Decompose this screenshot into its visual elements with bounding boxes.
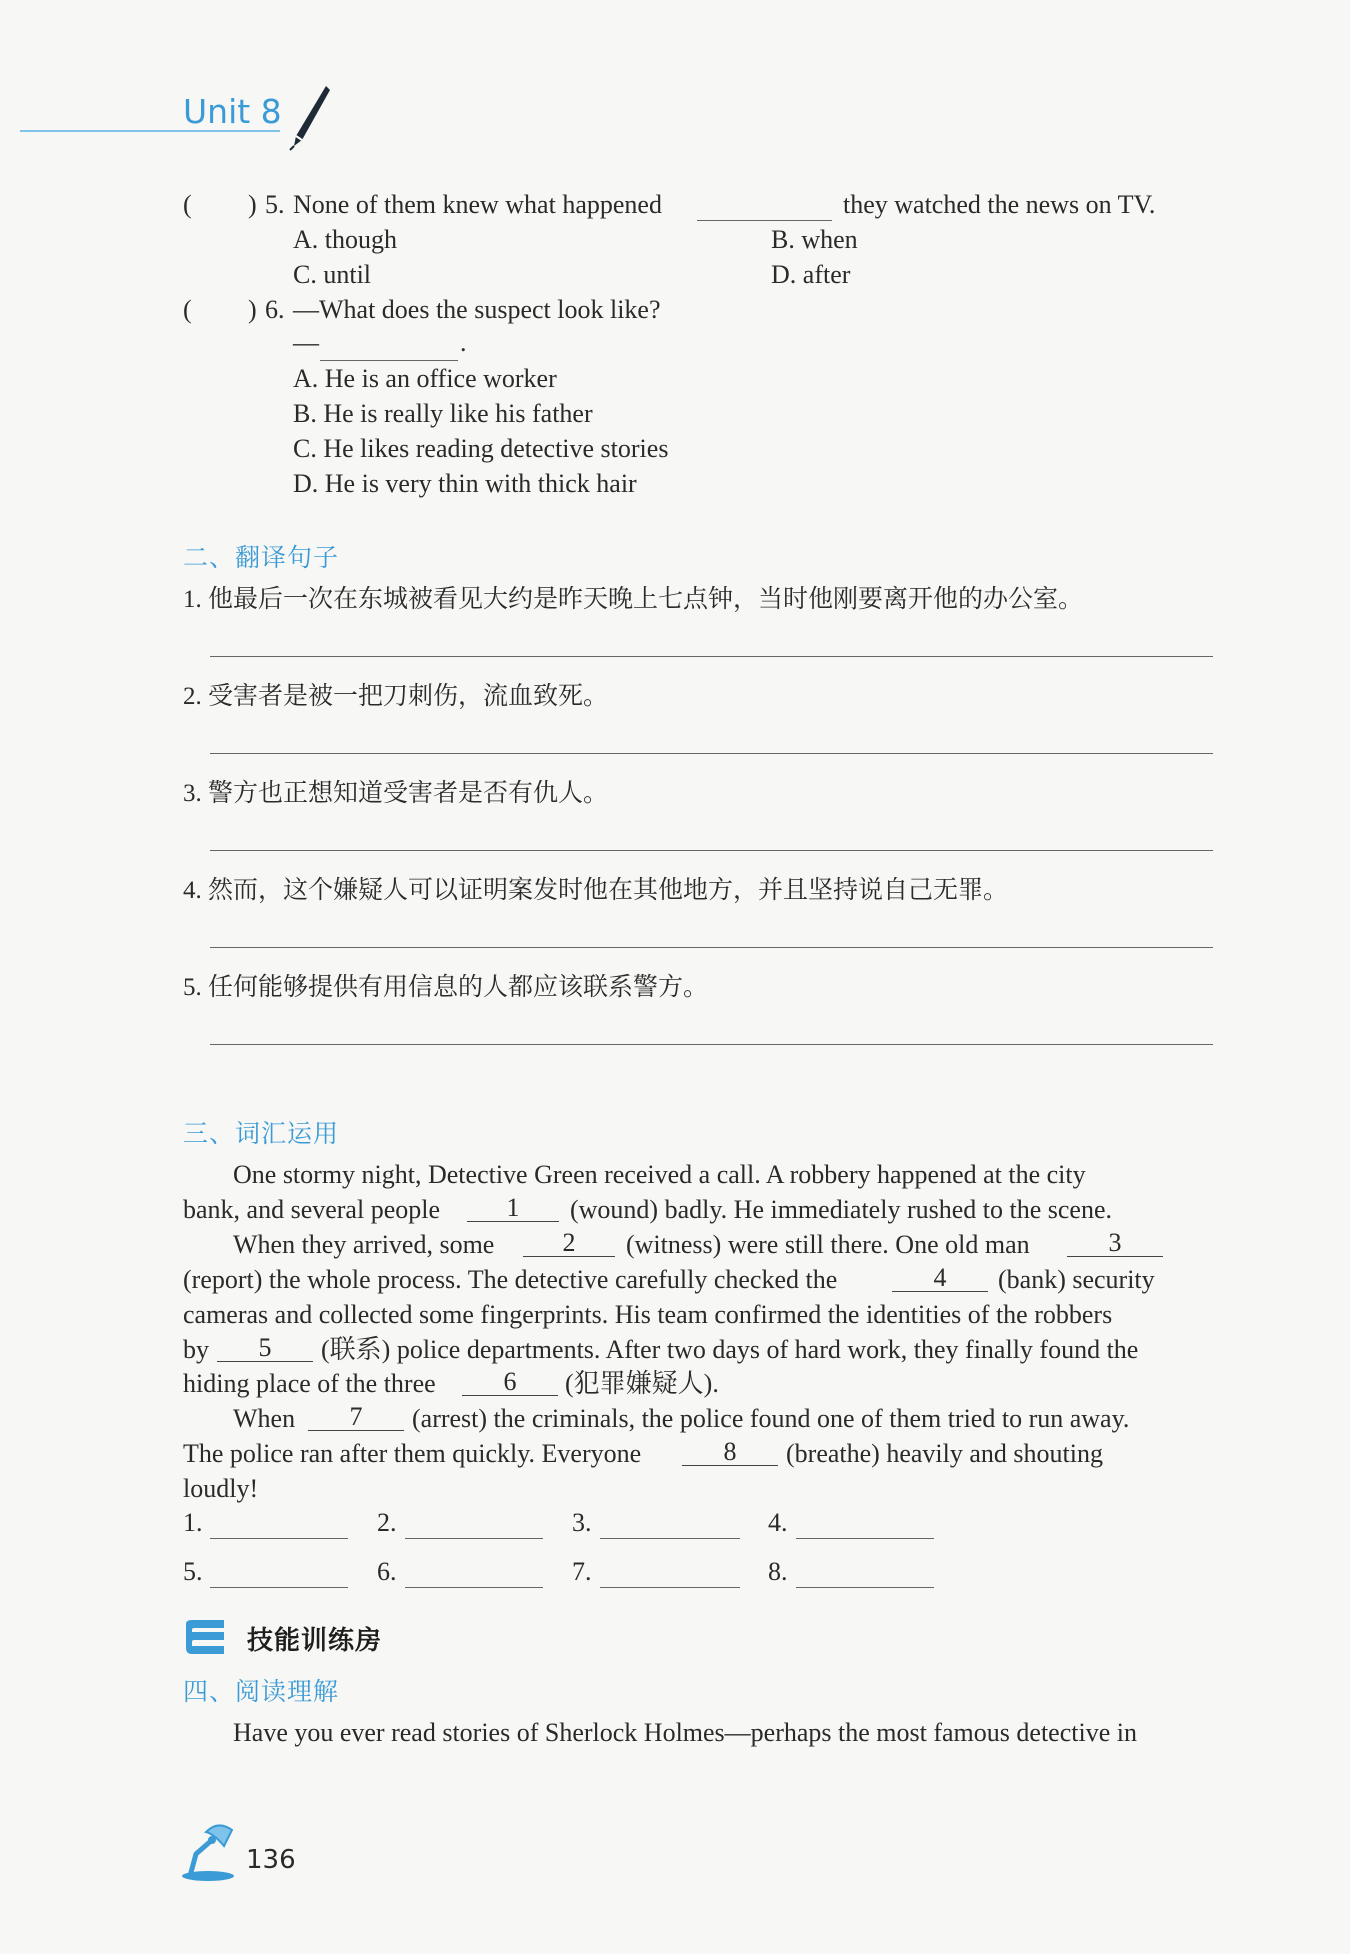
q6-paren-close: ) — [248, 295, 257, 324]
vocab-line-3b: (witness) were still there. One old man — [626, 1230, 1030, 1259]
translate-answer-line-1[interactable] — [210, 656, 1213, 657]
q5-option-a[interactable]: A. though — [293, 225, 397, 254]
q6-option-b[interactable]: B. He is really like his father — [293, 399, 593, 428]
vocab-line-9b: (breathe) heavily and shouting — [786, 1439, 1103, 1468]
pen-icon — [286, 82, 334, 152]
vocab-answer-line-2[interactable] — [405, 1538, 543, 1539]
vocab-line-1: One stormy night, Detective Green received a call. A robbery happened at the city — [233, 1160, 1086, 1189]
vocab-answer-line-4[interactable] — [796, 1538, 934, 1539]
translate-item-2: 2. 受害者是被一把刀刺伤，流血致死。 — [183, 683, 609, 710]
vocab-line-7a: hiding place of the three — [183, 1369, 436, 1398]
translate-item-4: 4. 然而，这个嫌疑人可以证明案发时他在其他地方，并且坚持说自己无罪。 — [183, 877, 1009, 904]
vocab-blank-6[interactable]: 6 — [462, 1369, 558, 1396]
vocab-answer-label-7: 7. — [572, 1557, 592, 1586]
q5-paren-close: ) — [248, 190, 257, 219]
vocab-answer-line-5[interactable] — [210, 1587, 348, 1588]
vocab-line-6a: by — [183, 1335, 209, 1364]
vocab-line-4b: (bank) security — [998, 1265, 1155, 1294]
reading-first-line: Have you ever read stories of Sherlock Holmes—perhaps the most famous detective in — [233, 1718, 1137, 1747]
q5-stem-before: None of them knew what happened — [293, 190, 662, 219]
vocab-answer-label-5: 5. — [183, 1557, 203, 1586]
q6-response-dash: — — [293, 328, 319, 357]
q6-number: 6. — [265, 295, 285, 324]
translate-item-3: 3. 警方也正想知道受害者是否有仇人。 — [183, 780, 609, 807]
section-vocab-title: 三、词汇运用 — [183, 1119, 340, 1148]
unit-title: Unit 8 — [183, 92, 282, 131]
q5-blank[interactable] — [697, 220, 832, 221]
vocab-line-6b: (联系) police departments. After two days of hard work, they finally found the — [321, 1335, 1139, 1364]
vocab-blank-7[interactable]: 7 — [308, 1404, 404, 1431]
q6-option-d[interactable]: D. He is very thin with thick hair — [293, 469, 637, 498]
translate-answer-line-5[interactable] — [210, 1044, 1213, 1045]
section-translate-title: 二、翻译句子 — [183, 543, 340, 572]
vocab-answer-line-8[interactable] — [796, 1587, 934, 1588]
vocab-blank-3[interactable]: 3 — [1067, 1230, 1163, 1257]
translate-answer-line-3[interactable] — [210, 850, 1213, 851]
skills-badge-icon — [182, 1618, 228, 1658]
q6-blank[interactable] — [320, 360, 458, 361]
vocab-answer-line-7[interactable] — [600, 1587, 740, 1588]
vocab-blank-1[interactable]: 1 — [467, 1195, 559, 1222]
translate-item-5: 5. 任何能够提供有用信息的人都应该联系警方。 — [183, 974, 709, 1001]
vocab-line-2b: (wound) badly. He immediately rushed to the scene. — [570, 1195, 1112, 1224]
vocab-answer-label-2: 2. — [377, 1508, 397, 1537]
vocab-blank-8[interactable]: 8 — [682, 1439, 778, 1466]
vocab-answer-line-3[interactable] — [600, 1538, 740, 1539]
vocab-answer-label-6: 6. — [377, 1557, 397, 1586]
q5-option-b[interactable]: B. when — [771, 225, 858, 254]
q6-option-a[interactable]: A. He is an office worker — [293, 364, 557, 393]
vocab-answer-line-1[interactable] — [210, 1538, 348, 1539]
q5-number: 5. — [265, 190, 285, 219]
vocab-blank-5[interactable]: 5 — [217, 1335, 313, 1362]
vocab-blank-2[interactable]: 2 — [523, 1230, 615, 1257]
page-number: 136 — [246, 1845, 296, 1875]
vocab-line-9a: The police ran after them quickly. Everyone — [183, 1439, 642, 1468]
vocab-line-7b: (犯罪嫌疑人). — [565, 1369, 719, 1398]
q6-response-end: . — [460, 328, 467, 357]
lamp-icon — [178, 1820, 238, 1882]
vocab-blank-4[interactable]: 4 — [892, 1265, 988, 1292]
vocab-line-3a: When they arrived, some — [233, 1230, 495, 1259]
vocab-answer-label-3: 3. — [572, 1508, 592, 1537]
vocab-line-8a: When — [233, 1404, 296, 1433]
section-reading-title: 四、阅读理解 — [183, 1677, 340, 1706]
q6-stem: —What does the suspect look like? — [293, 295, 661, 324]
vocab-line-2a: bank, and several people — [183, 1195, 441, 1224]
q5-option-c[interactable]: C. until — [293, 260, 372, 289]
translate-answer-line-2[interactable] — [210, 753, 1213, 754]
q5-option-d[interactable]: D. after — [771, 260, 851, 289]
vocab-answer-line-6[interactable] — [405, 1587, 543, 1588]
q6-paren-open: ( — [183, 295, 192, 324]
vocab-line-8b: (arrest) the criminals, the police found one of them tried to run away. — [412, 1404, 1130, 1433]
vocab-line-4a: (report) the whole process. The detective carefully checked the — [183, 1265, 838, 1294]
q5-paren-open: ( — [183, 190, 192, 219]
vocab-line-10: loudly! — [183, 1474, 259, 1503]
vocab-answer-label-4: 4. — [768, 1508, 788, 1537]
vocab-answer-label-8: 8. — [768, 1557, 788, 1586]
translate-answer-line-4[interactable] — [210, 947, 1213, 948]
vocab-line-5: cameras and collected some fingerprints. His team confirmed the identities of the robbers — [183, 1300, 1113, 1329]
translate-item-1: 1. 他最后一次在东城被看见大约是昨天晚上七点钟，当时他刚要离开他的办公室。 — [183, 586, 1084, 613]
vocab-answer-label-1: 1. — [183, 1508, 203, 1537]
q5-stem-after: they watched the news on TV. — [843, 190, 1156, 219]
q6-option-c[interactable]: C. He likes reading detective stories — [293, 434, 669, 463]
skills-title: 技能训练房 — [247, 1626, 383, 1656]
